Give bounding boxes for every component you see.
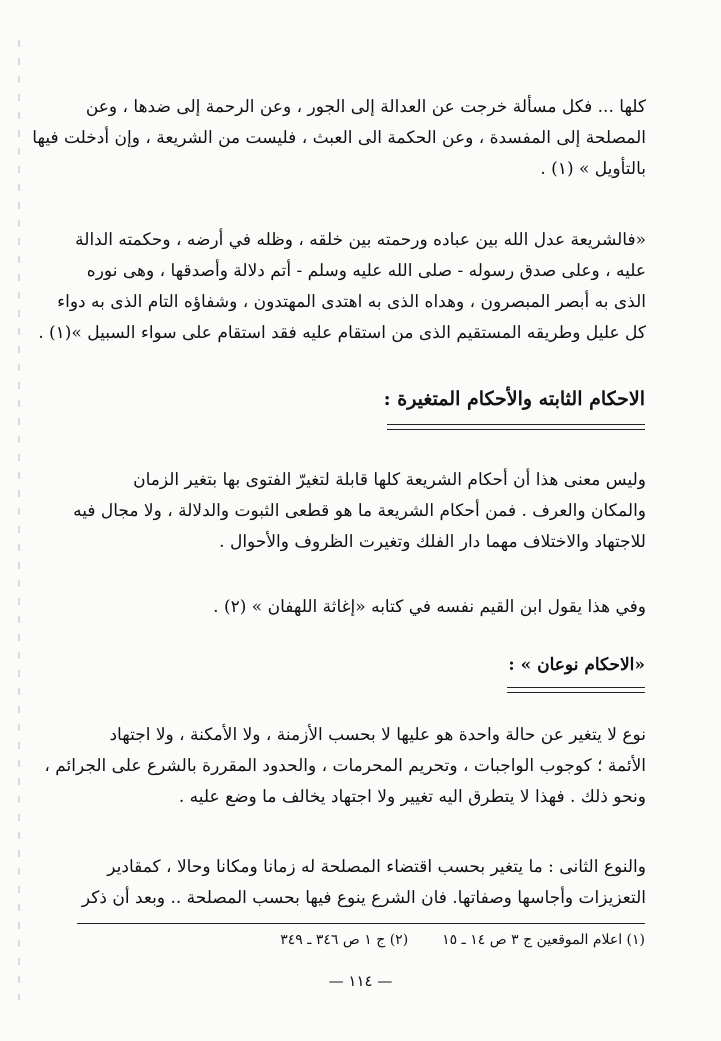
footnote-separator <box>77 923 645 924</box>
page-number: — ١١٤ — <box>328 972 393 990</box>
paragraph-3 <box>73 465 646 558</box>
scan-margin-artifact <box>18 40 20 1000</box>
section-heading: الاحكام الثابته والأحكام المتغيرة : <box>383 388 645 410</box>
paragraph-line: للاجتهاد والاختلاف مهما دار الفلك وتغيرت الظروف والأحوال . <box>219 532 646 552</box>
paragraph-line: والمكان والعرف . فمن أحكام الشريعة ما هو قطعى الثبوت والدلالة ، ولا مجال فيه <box>73 501 646 521</box>
paragraph-6 <box>76 852 646 914</box>
paragraph-line: نوع لا يتغير عن حالة واحدة هو عليها لا بحسب الأزمنة ، ولا الأمكنة ، ولا اجتهاد <box>109 725 646 745</box>
paragraph-line: وليس معنى هذا أن أحكام الشريعة كلها قابلة لتغيرّ الفتوى بها بتغير الزمان <box>133 470 646 490</box>
paragraph-1 <box>32 92 646 185</box>
paragraph-line: «فالشريعة عدل الله بين عباده ورحمته بين خلقه ، وظله في أرضه ، وحكمته الدالة <box>75 230 646 250</box>
paragraph-line: كل عليل وطريقه المستقيم الذى من استقام عليه فقد استقام على سواء السبيل »(١) . <box>38 323 646 343</box>
footnote-1: (١) اعلام الموقعين ج ٣ ص ١٤ ـ ١٥ <box>442 932 645 948</box>
paragraph-line: المصلحة إلى المفسدة ، وعن الحكمة الى العبث ، فليست من الشريعة ، وإن أدخلت فيها <box>32 128 646 148</box>
paragraph-line: كلها ... فكل مسألة خرجت عن العدالة إلى الجور ، وعن الرحمة إلى ضدها ، وعن <box>85 97 646 117</box>
paragraph-line: عليه ، وعلى صدق رسوله - صلى الله عليه وسلم - أتم دلالة وأصدقها ، وهى نوره <box>86 261 646 281</box>
heading-underline <box>387 424 645 430</box>
paragraph-line: والنوع الثانى : ما يتغير بحسب اقتضاء المصلحة له زمانا ومكانا وحالا ، كمقادير <box>107 857 646 877</box>
paragraph-5 <box>44 720 646 813</box>
subsection-heading: «الاحكام نوعان » : <box>508 655 645 675</box>
paragraph-line: ونحو ذلك . فهذا لا يتطرق اليه تغيير ولا اجتهاد يخالف ما وضع عليه . <box>178 787 646 807</box>
paragraph-line: الأئمة ؛ كوجوب الواجبات ، وتحريم المحرمات ، والحدود المقررة بالشرع على الجرائم ، <box>44 756 646 776</box>
paragraph-line: وفي هذا يقول ابن القيم نفسه في كتابه «إغاثة اللهفان » (٢) . <box>213 597 646 617</box>
paragraph-line: الذى به أبصر المبصرون ، وهداه الذى به اهتدى المهتدون ، وشفاؤه التام الذى به دواء <box>57 292 646 312</box>
heading-underline <box>507 687 645 693</box>
footnote-2: (٢) ج ١ ص ٣٤٦ ـ ٣٤٩ <box>280 932 409 948</box>
footnotes <box>246 932 645 948</box>
paragraph-line: بالتأويل » (١) . <box>540 159 646 179</box>
paragraph-2 <box>38 225 646 349</box>
paragraph-4 <box>76 592 646 623</box>
paragraph-line: التعزيزات وأجاسها وصفاتها. فان الشرع ينوع فيها بحسب المصلحة .. وبعد أن ذكر <box>81 888 646 908</box>
